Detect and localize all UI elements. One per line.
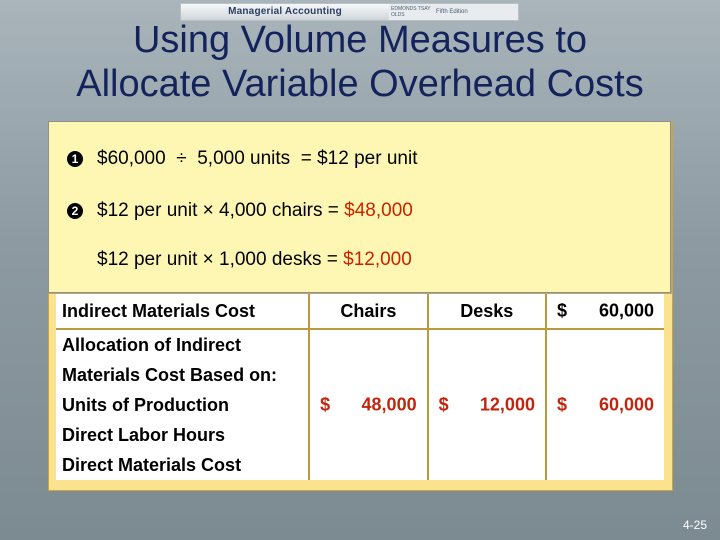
- chairs-cell: [309, 390, 427, 420]
- table-row: [56, 390, 664, 420]
- step-3-text: $12 per unit × 1,000 desks =: [97, 249, 344, 270]
- step-2-text: $12 per unit × 4,000 chairs =: [97, 200, 345, 221]
- row-label: Direct Materials Cost: [56, 450, 309, 480]
- header-chairs: Chairs: [309, 294, 427, 329]
- calculation-callout: [48, 121, 671, 293]
- book-title: Managerial Accounting: [181, 4, 389, 20]
- section-label-line1: Allocation of Indirect: [56, 329, 309, 360]
- total-cell: [546, 390, 664, 420]
- step-3-result: $12,000: [343, 249, 412, 270]
- table-row: [56, 329, 664, 360]
- desks-amount: 12,000: [479, 394, 535, 415]
- table-row: [56, 450, 664, 480]
- header-label: Indirect Materials Cost: [56, 294, 309, 329]
- row-label: Units of Production: [56, 390, 309, 420]
- slide-title: [0, 18, 720, 106]
- slide-title-line1: Using Volume Measures to: [132, 19, 588, 61]
- table-row: [56, 420, 664, 450]
- header-total: [546, 294, 664, 329]
- step-1-text: $60,000 ÷ 5,000 units = $12 per unit: [97, 148, 418, 169]
- step-2-result: $48,000: [344, 200, 413, 221]
- slide-title-line2: Allocate Variable Overhead Costs: [76, 63, 644, 105]
- currency-symbol: $: [556, 394, 567, 415]
- book-authors: EDMONDS TSAY OLDS: [391, 6, 431, 18]
- step-3-line: [97, 249, 412, 271]
- table-row: [56, 360, 664, 390]
- desks-cell: [428, 390, 546, 420]
- currency-symbol: $: [438, 394, 449, 415]
- step-1-bullet-icon: 1: [67, 151, 83, 167]
- book-edition: Fifth Edition: [436, 9, 468, 15]
- currency-symbol: $: [556, 300, 567, 321]
- row-label: Direct Labor Hours: [56, 420, 309, 450]
- section-label-line2: Materials Cost Based on:: [56, 360, 309, 390]
- page-number: 4-25: [682, 518, 707, 532]
- chairs-amount: 48,000: [361, 394, 417, 415]
- currency-symbol: $: [320, 394, 331, 415]
- table-header-row: [56, 294, 664, 329]
- allocation-table: [56, 294, 664, 480]
- total-amount: 60,000: [598, 300, 654, 321]
- step-2-bullet-icon: 2: [67, 203, 83, 219]
- total-amount: 60,000: [598, 394, 654, 415]
- header-desks: Desks: [428, 294, 546, 329]
- step-2-line: [97, 200, 413, 222]
